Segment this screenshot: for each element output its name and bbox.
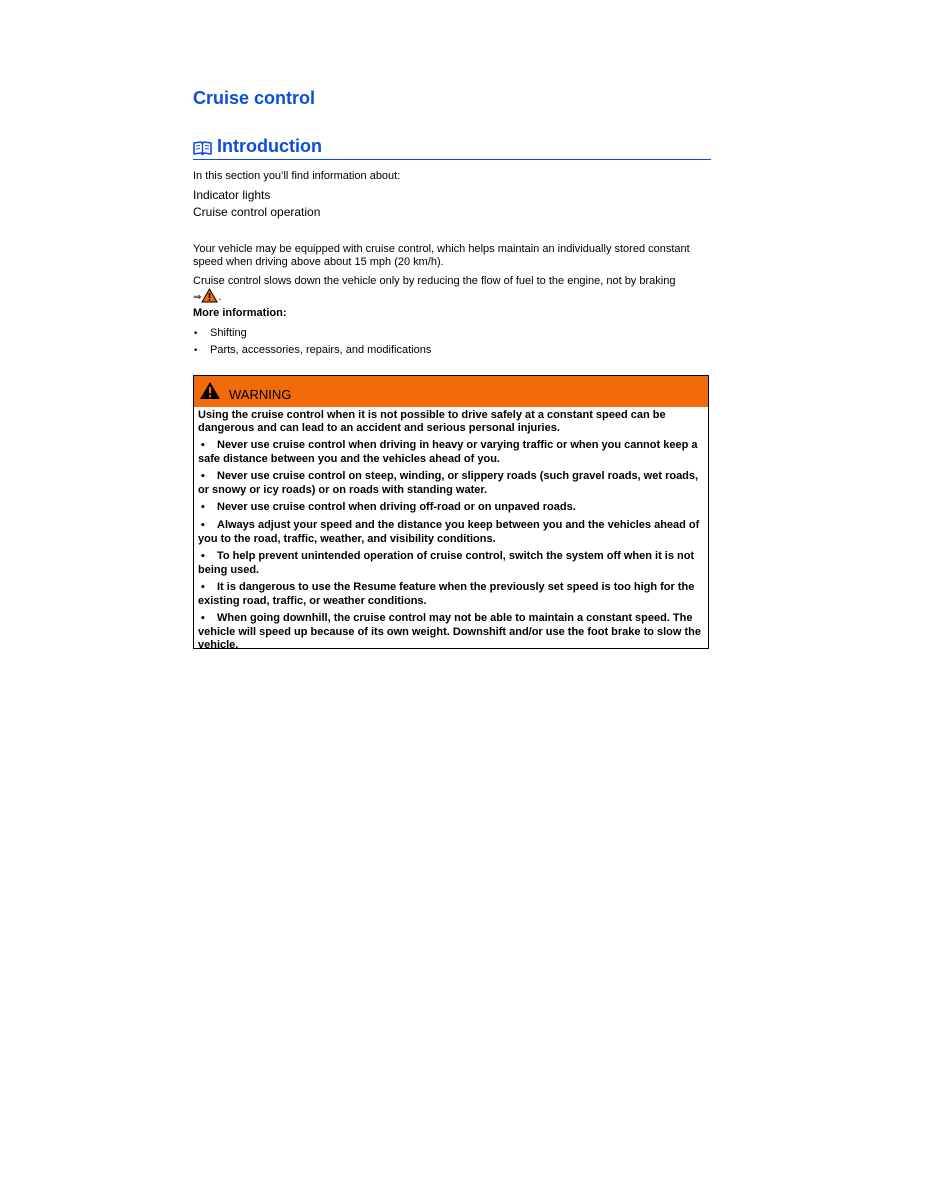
bullet: • xyxy=(200,503,206,513)
topic-link-cruise-control-operation[interactable]: Cruise control operation xyxy=(193,205,321,219)
intro-line: In this section you’ll find information about: xyxy=(193,170,401,182)
warning-label: WARNING xyxy=(229,387,292,402)
bullet: • xyxy=(200,614,206,624)
bullet: • xyxy=(193,346,199,356)
book-icon xyxy=(193,140,212,156)
warning-header xyxy=(194,376,708,407)
warning-item-text: It is dangerous to use the Resume feature when the previously set speed is too high for the existing road, traffic, or weather conditions. xyxy=(198,581,695,607)
more-info-list xyxy=(193,326,431,360)
warning-item xyxy=(198,550,703,577)
warning-triangle-icon xyxy=(199,381,221,400)
section-title: Introduction xyxy=(217,136,322,156)
paragraph-equipment: Your vehicle may be equipped with cruise control, which helps maintain an individually stored constant speed when driving above about 15 mph (20 km/h). xyxy=(193,243,690,268)
more-info-heading: More information: xyxy=(193,307,287,319)
reference-arrow: ⇒ xyxy=(193,292,202,303)
warning-intro: Using the cruise control when it is not possible to drive safely at a constant speed can be dangerous and can lead to an accident and serious personal injuries. xyxy=(198,409,666,434)
section-header xyxy=(193,136,711,160)
bullet: • xyxy=(200,472,206,482)
chapter-title: Cruise control xyxy=(193,88,316,108)
bullet: • xyxy=(200,552,206,562)
more-info-link-parts[interactable]: Parts, accessories, repairs, and modifications xyxy=(210,344,432,356)
warning-box xyxy=(193,375,709,649)
warning-item-text: Never use cruise control when driving off-road or on unpaved roads. xyxy=(217,501,576,513)
paragraph-braking-text: Cruise control slows down the vehicle only by reducing the flow of fuel to the engine, not by braking xyxy=(193,275,676,287)
paragraph-braking-end: . xyxy=(218,291,222,303)
warning-triangle-icon[interactable] xyxy=(201,288,218,303)
bullet: • xyxy=(193,329,199,339)
warning-item-text: To help prevent unintended operation of cruise control, switch the system off when it is not being used. xyxy=(198,550,695,576)
list-item[interactable] xyxy=(193,326,431,343)
list-item[interactable] xyxy=(193,343,431,360)
warning-item xyxy=(198,581,703,608)
more-info-link-shifting[interactable]: Shifting xyxy=(210,327,247,339)
bullet: • xyxy=(200,441,206,451)
warning-item-text: When going downhill, the cruise control may not be able to maintain a constant speed. The vehicle will speed up because of its own weight. Downshift and/or use the foot brake to slow the vehicle. xyxy=(198,612,702,651)
warning-item-text: Never use cruise control on steep, winding, or slippery roads (such gravel roads, wet roads, or snowy or icy roads) or on roads with standing water. xyxy=(198,470,699,496)
warning-item-text: Always adjust your speed and the distance you keep between you and the vehicles ahead of you to the road, traffic, weather, and visibility conditions. xyxy=(198,519,700,545)
bullet: • xyxy=(200,583,206,593)
bullet: • xyxy=(200,521,206,531)
warning-body xyxy=(194,407,708,652)
warning-item xyxy=(198,519,703,546)
warning-item-text: Never use cruise control when driving in heavy or varying traffic or when you cannot keep a safe distance between you and the vehicles ahead of you. xyxy=(198,439,698,465)
warning-item xyxy=(198,439,703,466)
topic-link-indicator-lights[interactable]: Indicator lights xyxy=(193,188,271,202)
warning-item xyxy=(198,612,703,652)
warning-item xyxy=(198,501,703,515)
warning-item xyxy=(198,470,703,497)
paragraph-braking xyxy=(193,275,711,304)
